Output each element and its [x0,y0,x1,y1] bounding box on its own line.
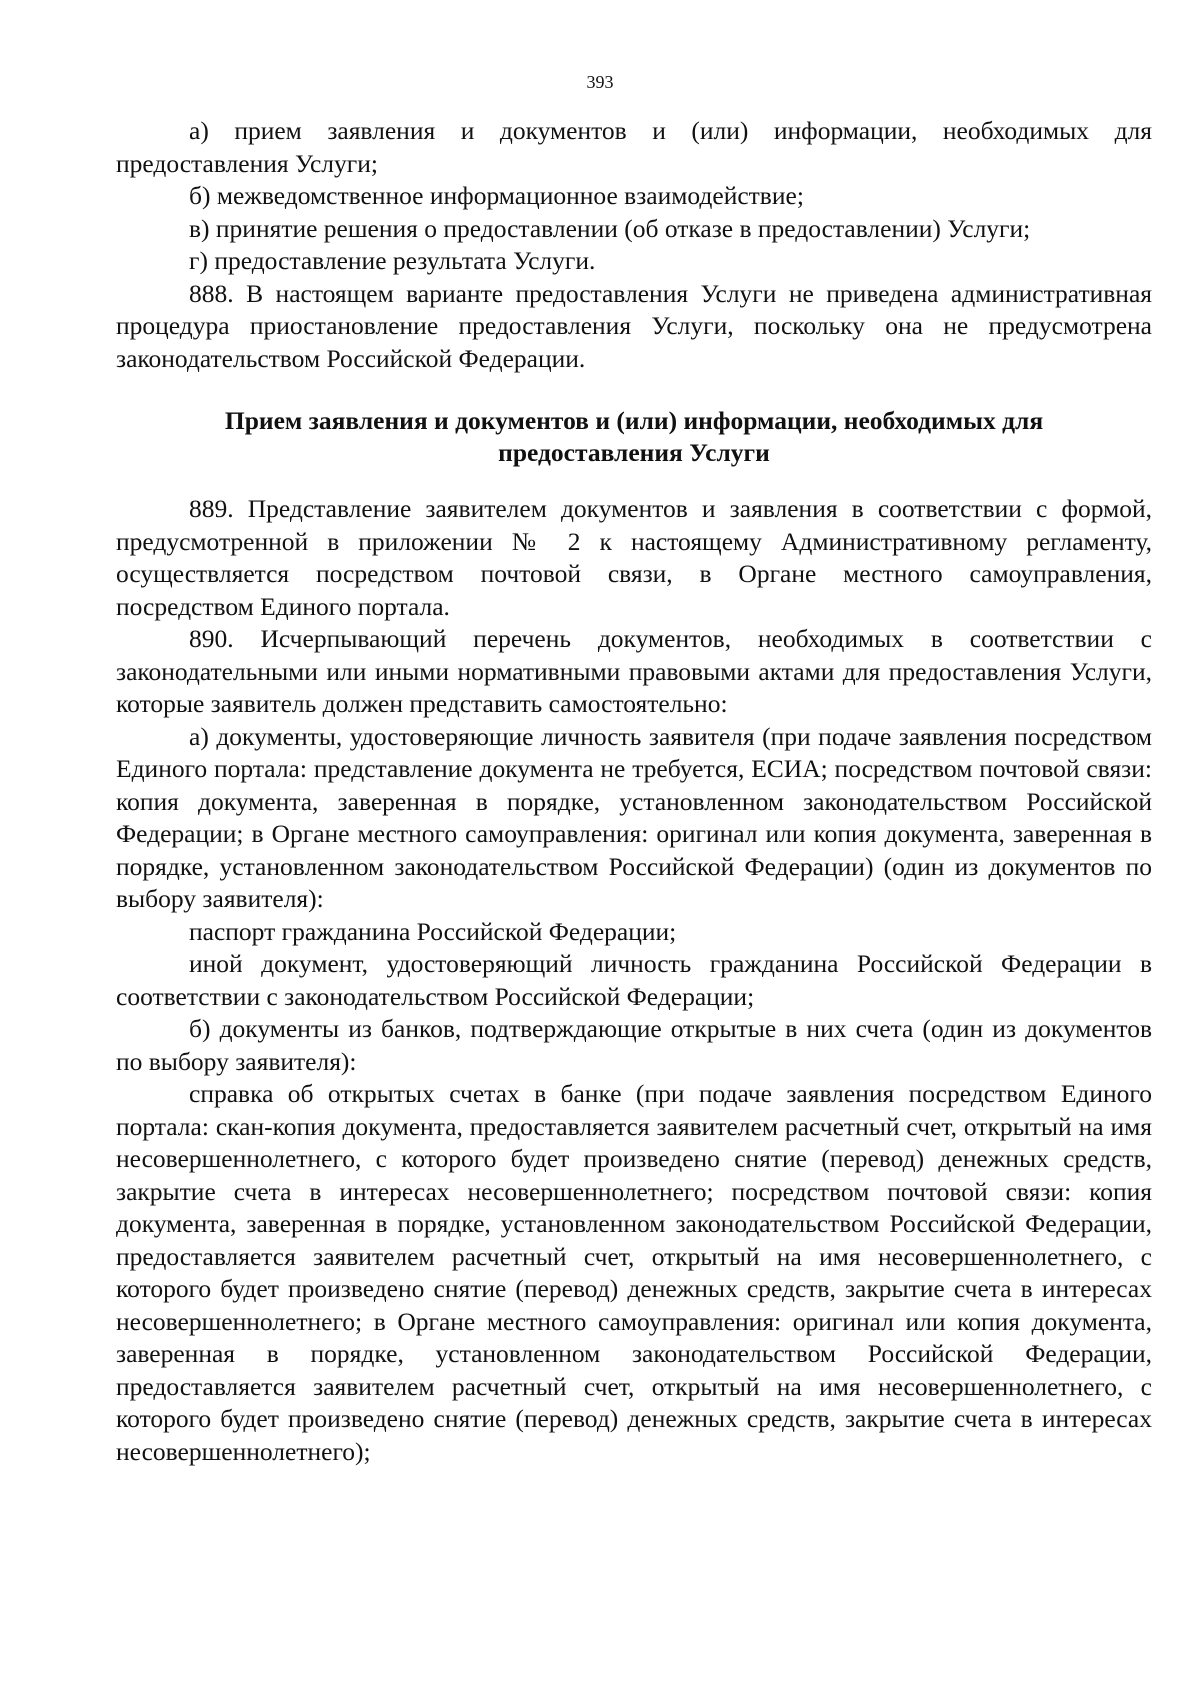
paragraph-list-item-g: г) предоставление результата Услуги. [189,246,596,275]
paragraph-list-item-v: в) принятие решения о предоставлении (об отказе в предоставлении) Услуги; [189,213,1031,243]
paragraph-889: 889. Представление заявителем документов и заявления в соответствии с формой, предусмотренной в приложении № 2 к настоящему Административному регламенту, осуществляется посредством почтовой связи, в Органе местного самоуправления, посредством Единого портала. [116,494,1152,621]
paragraph-item-a-documents: а) документы, удостоверяющие личность заявителя (при подаче заявления посредством Единого портала: представление документа не требуется, ЕСИА; посредством почтовой связи: копия документа, заверенная в порядке, установленном законодательством Российской Федерации; в Органе местного самоуправления: оригинал или копия документа, заверенная в порядке, установленном законодательством Российской Федерации) (один из документов по выбору заявителя): [116,721,1152,913]
page-number: 393 [586,72,614,92]
paragraph-888: 888. В настоящем варианте предоставления Услуги не приведена административная процедура приостановление предоставления Услуги, поскольку она не предусмотрена законодательством Российской Федерации. [116,278,1152,373]
section-heading: Прием заявления и документов и (или) информации, необходимых для предоставления Услуги [224,406,1044,467]
paragraph-bank-certificate: справка об открытых счетах в банке (при подаче заявления посредством Единого портала: скан-копия документа, предоставляется заявителем расчетный счет, открытый на имя несовершеннолетнего, с которого будет произведено снятие (перевод) денежных средств, закрытие счета в интересах несовершеннолетнего; посредством почтовой связи: копия документа, заверенная в порядке, установленном законодательством Российской Федерации, предоставляется заявителем расчетный счет, открытый на имя несовершеннолетнего, с которого будет произведено снятие (перевод) денежных средств, закрытие счета в интересах несовершеннолетнего; в Органе местного самоуправления: оригинал или копия документа, заверенная в порядке, установленном законодательством Российской Федерации, предоставляется заявителем расчетный счет, открытый на имя несовершеннолетнего, с которого будет произведено снятие (перевод) денежных средств, закрытие счета в интересах несовершеннолетнего); [116,1079,1152,1466]
paragraph-other-id-document: иной документ, удостоверяющий личность гражданина Российской Федерации в соответствии с законодательством Российской Федерации; [116,949,1152,1011]
document-body [116,115,1152,1468]
paragraph-list-item-a: а) прием заявления и документов и (или) информации, необходимых для предоставления Услуги; [116,116,1152,178]
paragraph-list-item-b: б) межведомственное информационное взаимодействие; [189,181,804,210]
paragraph-item-b-bank-documents: б) документы из банков, подтверждающие открытые в них счета (один из документов по выбору заявителя): [116,1014,1152,1076]
paragraph-passport: паспорт гражданина Российской Федерации; [189,916,677,946]
paragraph-890: 890. Исчерпывающий перечень документов, необходимых в соответствии с законодательными или иными нормативными правовыми актами для предоставления Услуги, которые заявитель должен представить самостоятельно: [116,624,1152,718]
